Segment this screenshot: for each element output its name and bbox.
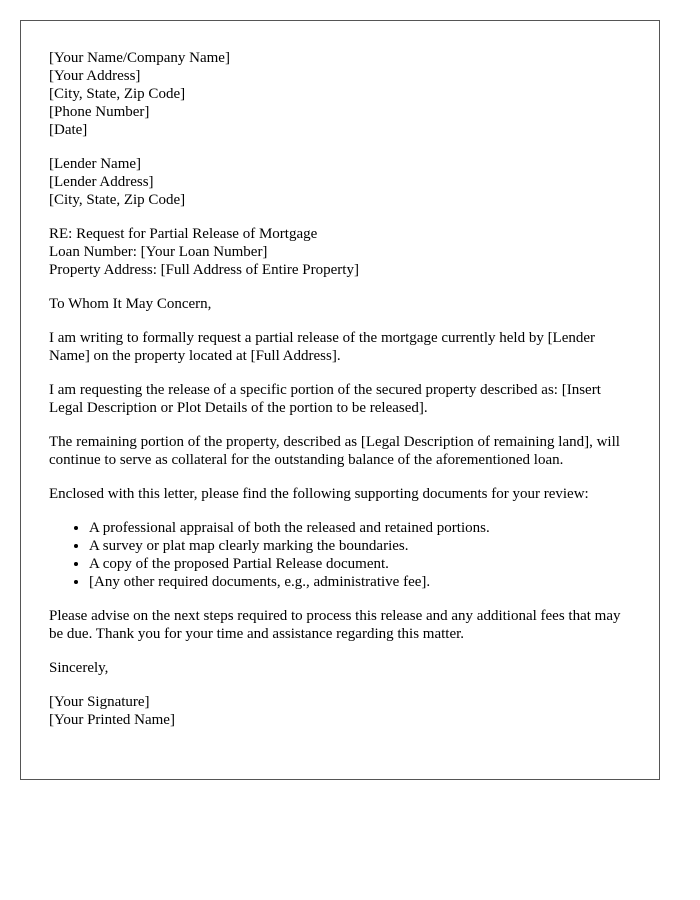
body-paragraph-4: Enclosed with this letter, please find the following supporting documents for your review: [49, 486, 589, 502]
salutation: To Whom It May Concern, [49, 296, 212, 312]
letter-page [20, 20, 660, 780]
recipient-block [49, 155, 631, 209]
body-paragraph-2: I am requesting the release of a specific portion of the secured property described as: [Insert Legal Description or Plot Details of the portion to be released]. [49, 382, 601, 416]
body-paragraph-1: I am writing to formally request a partial release of the mortgage currently held by [Lender Name] on the property located at [Full Address]. [49, 330, 596, 364]
reference-block [49, 225, 631, 279]
recipient-name: [Lender Name] [49, 156, 142, 172]
list-item: • A professional appraisal of both the released and retained portions. [89, 519, 631, 537]
recipient-city: [City, State, Zip Code] [49, 192, 186, 208]
sender-phone: [Phone Number] [49, 104, 150, 120]
documents-list [49, 519, 631, 591]
signature-block [49, 693, 631, 729]
sender-date: [Date] [49, 122, 88, 138]
list-item: • A copy of the proposed Partial Release document. [89, 555, 631, 573]
body-paragraph-3: The remaining portion of the property, described as [Legal Description of remaining land], will continue to serve as collateral for the outstanding balance of the aforementioned loan. [49, 434, 620, 468]
sender-block [49, 49, 631, 139]
list-item: • A survey or plat map clearly marking the boundaries. [89, 537, 631, 555]
subject-line: RE: Request for Partial Release of Mortgage [49, 226, 318, 242]
sender-name: [Your Name/Company Name] [49, 50, 230, 66]
sign-off: Sincerely, [49, 660, 109, 676]
sender-address: [Your Address] [49, 68, 141, 84]
body-paragraph-5: Please advise on the next steps required to process this release and any additional fees that may be due. Thank you for your time and assistance regarding this matter. [49, 608, 621, 642]
loan-number-line: Loan Number: [Your Loan Number] [49, 244, 268, 260]
signature-line: [Your Signature] [49, 694, 150, 710]
printed-name-line: [Your Printed Name] [49, 712, 175, 728]
sender-city: [City, State, Zip Code] [49, 86, 186, 102]
property-address-line: Property Address: [Full Address of Entire Property] [49, 262, 359, 278]
recipient-address: [Lender Address] [49, 174, 154, 190]
list-item: • [Any other required documents, e.g., administrative fee]. [89, 573, 631, 591]
